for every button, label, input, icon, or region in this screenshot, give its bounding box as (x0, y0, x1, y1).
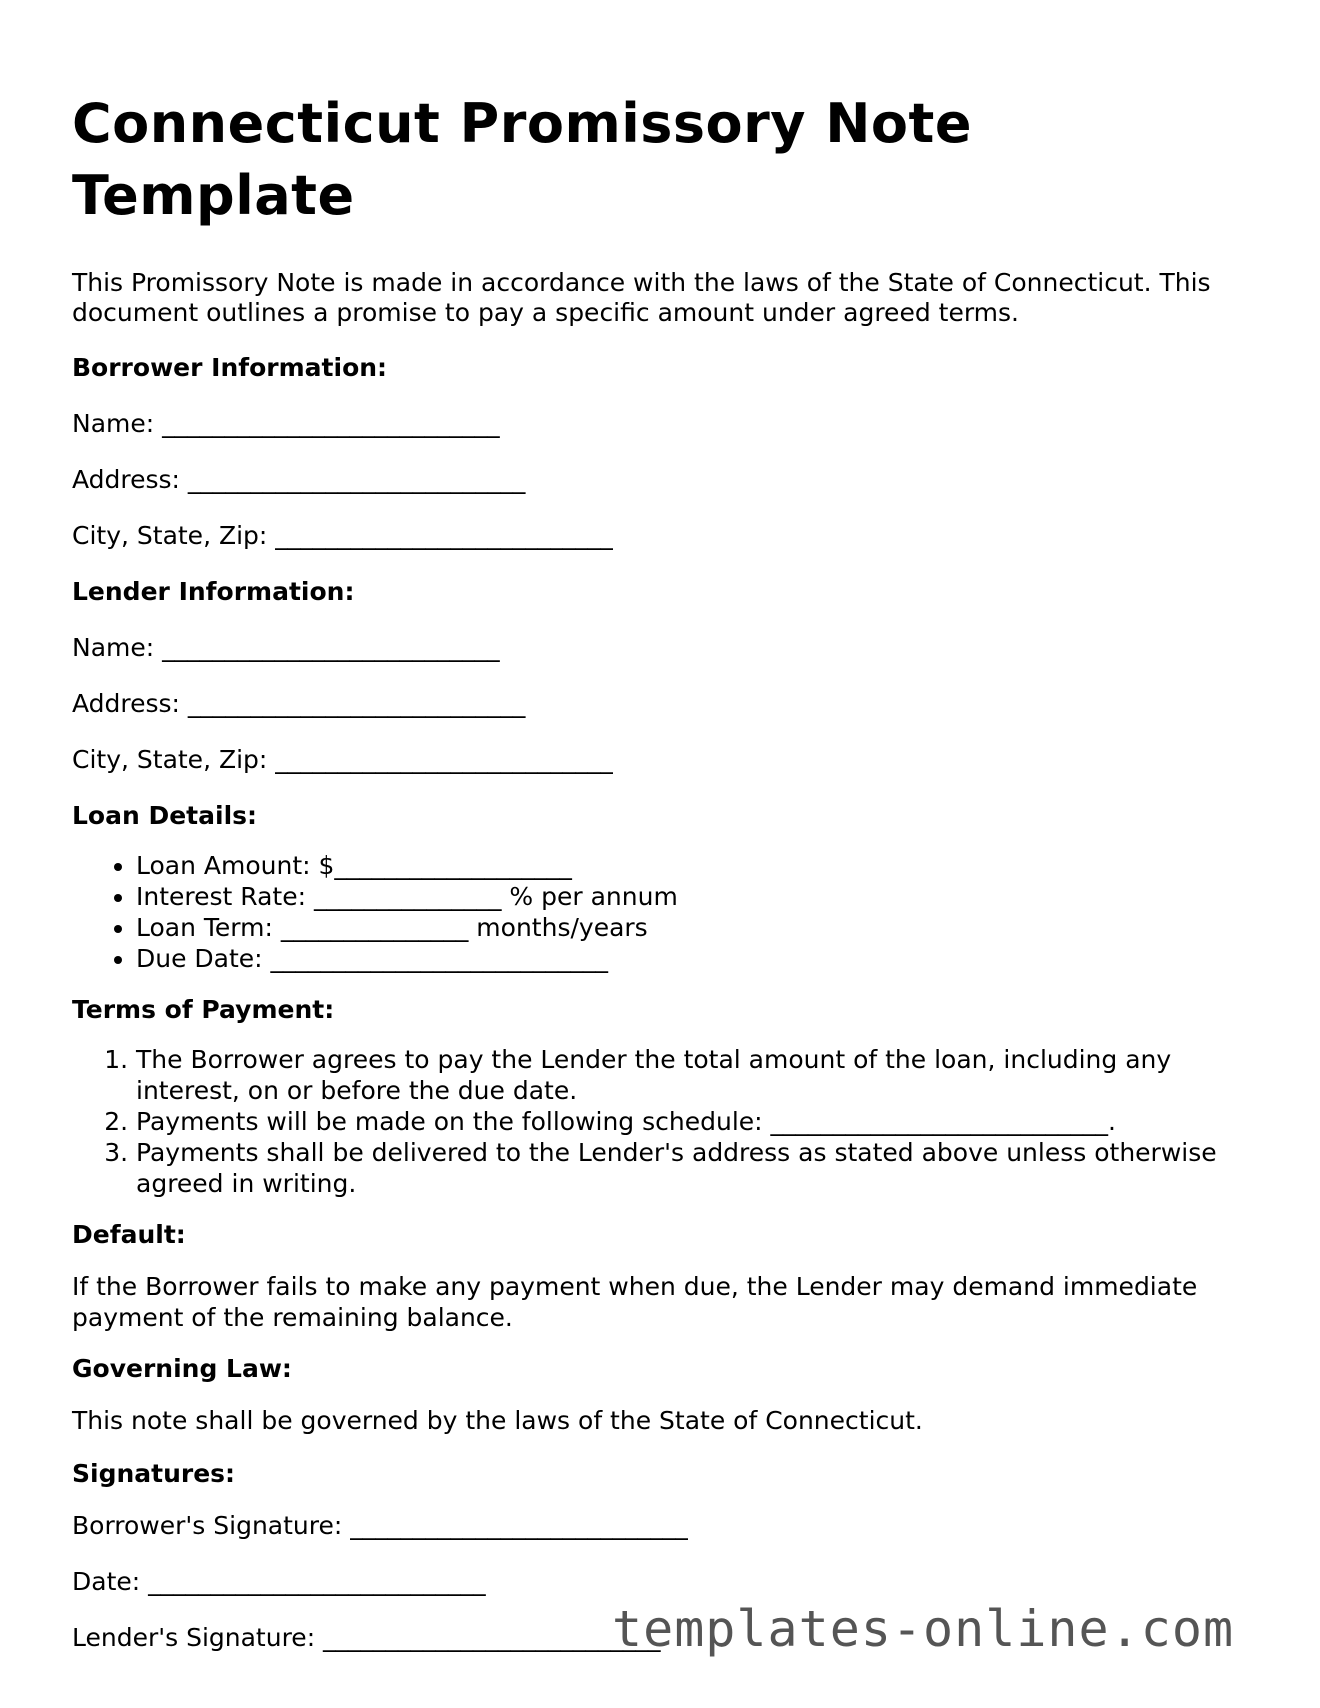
list-item: • Interest Rate: _______________ % per annum (136, 881, 1248, 912)
signatures-heading: Signatures: (72, 1459, 236, 1488)
borrower-signature-field: Borrower's Signature: ___________________________ (72, 1511, 688, 1540)
lender-signature-field: Lender's Signature: ___________________________ (72, 1623, 661, 1652)
default-heading: Default: (72, 1220, 186, 1249)
loan-heading: Loan Details: (72, 801, 258, 830)
borrower-address-field: Address: ___________________________ (72, 465, 526, 494)
borrower-city-field: City, State, Zip: ___________________________ (72, 521, 613, 550)
terms-list (72, 1044, 1248, 1199)
watermark: templates-online.com (612, 1600, 1235, 1658)
terms-heading: Terms of Payment: (72, 995, 335, 1024)
list-item: • Loan Term: _______________ months/years (136, 912, 1248, 943)
default-paragraph: If the Borrower fails to make any payment when due, the Lender may demand immediate payment of the remaining balance. (72, 1272, 1198, 1332)
list-item: • Loan Amount: $___________________ (136, 850, 1248, 881)
borrower-name-field: Name: ___________________________ (72, 409, 500, 438)
list-item: • Due Date: ___________________________ (136, 943, 1248, 974)
list-item: 3. Payments shall be delivered to the Lender's address as stated above unless otherwise agreed in writing. (136, 1137, 1248, 1199)
governing-law-heading: Governing Law: (72, 1354, 292, 1383)
governing-law-paragraph: This note shall be governed by the laws of the State of Connecticut. (72, 1406, 923, 1435)
list-item: 1. The Borrower agrees to pay the Lender the total amount of the loan, including any interest, on or before the due date. (136, 1044, 1248, 1106)
lender-name-field: Name: ___________________________ (72, 633, 500, 662)
lender-city-field: City, State, Zip: ___________________________ (72, 745, 613, 774)
document-page (72, 88, 1248, 1656)
date-field: Date: ___________________________ (72, 1567, 486, 1596)
lender-address-field: Address: ___________________________ (72, 689, 526, 718)
page-title: Connecticut Promissory Note Template (72, 92, 972, 227)
loan-details-list (72, 850, 1248, 974)
borrower-heading: Borrower Information: (72, 353, 388, 382)
lender-heading: Lender Information: (72, 577, 355, 606)
list-item: 2. Payments will be made on the following schedule: ___________________________. (136, 1106, 1248, 1137)
intro-paragraph: This Promissory Note is made in accordance with the laws of the State of Connecticut. This document outlines a promise to pay a specific amount under agreed terms. (72, 268, 1211, 327)
